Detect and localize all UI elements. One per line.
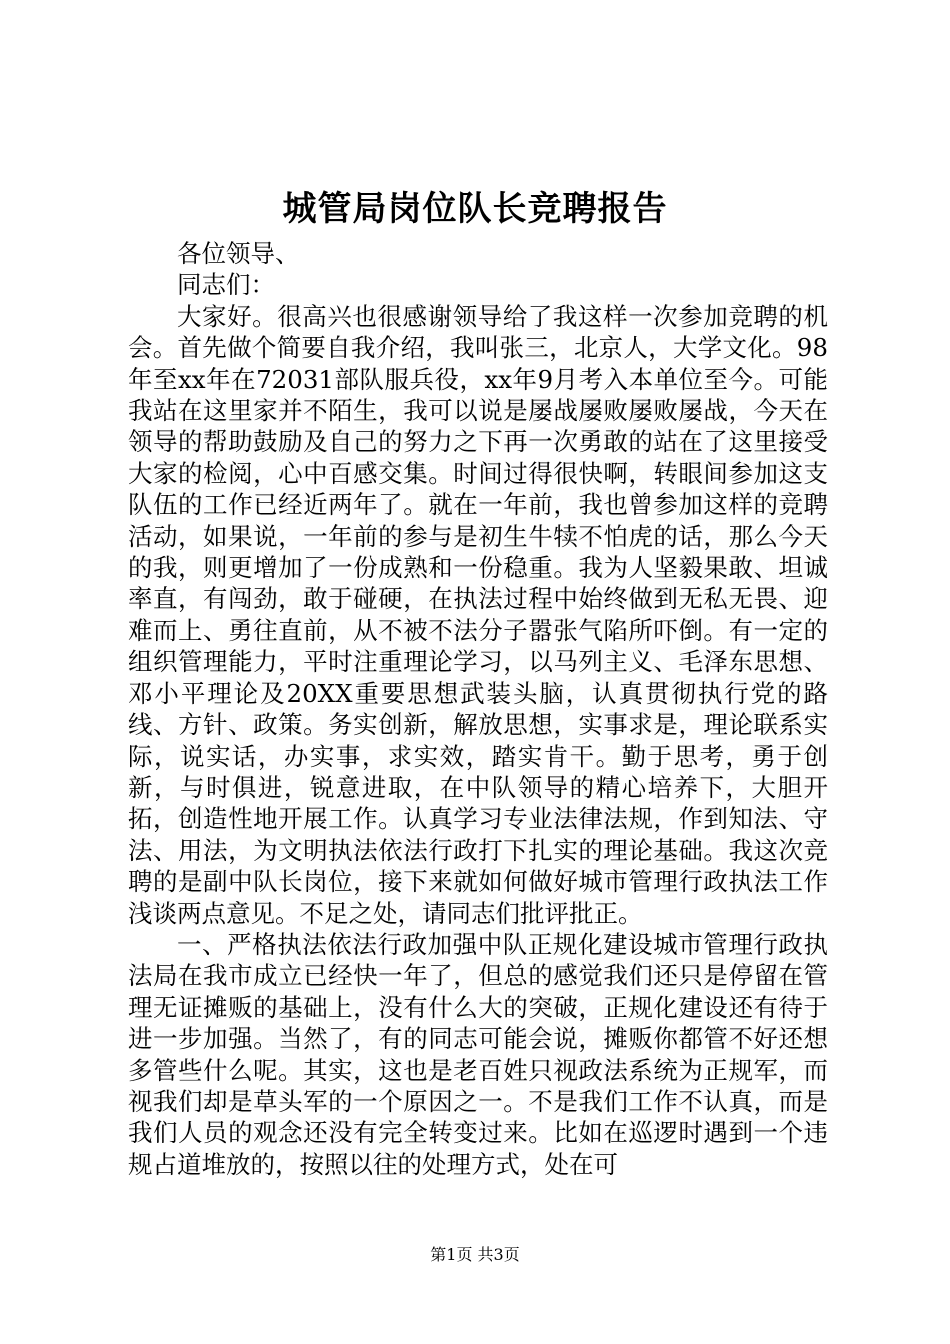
- document-body: [128, 238, 828, 1180]
- page-number: 第1页 共3页: [430, 1245, 520, 1264]
- salutation-comrades: 同志们：: [177, 270, 275, 300]
- paragraph-introduction: 大家好。很高兴也很感谢领导给了我这样一次参加竞聘的机会。首先做个简要自我介绍，我叫张三，北京人，大学文化。98年至xx年在72031部队服兵役，xx年9月考入本单位至今。可能我站在这里家并不陌生，我可以说是屡战屡败屡败屡战，今天在领导的帮助鼓励及自己的努力之下再一次勇敢的站在了这里接受大家的检阅，心中百感交集。时间过得很快啊，转眼间参加这支队伍的工作已经近两年了。就在一年前，我也曾参加这样的竞聘活动，如果说，一年前的参与是初生牛犊不怕虎的话，那么今天的我，则更增加了一份成熟和一份稳重。我为人坚毅果敢、坦诚率直，有闯劲，敢于碰硬，在执法过程中始终做到无私无畏、迎难而上、勇往直前，从不被不法分子嚣张气陷所吓倒。有一定的组织管理能力，平时注重理论学习，以马列主义、毛泽东思想、邓小平理论及20XX重要思想武装头脑，认真贯彻执行党的路线、方针、政策。务实创新，解放思想，实事求是，理论联系实际，说实话，办实事，求实效，踏实肯干。勤于思考，勇于创新，与时俱进，锐意进取，在中队领导的精心培养下，大胆开拓，创造性地开展工作。认真学习专业法律法规，作到知法、守法、用法，为文明执法依法行政打下扎实的理论基础。我这次竞聘的是副中队长岗位，接下来就如何做好城市管理行政执法工作浅谈两点意见。不足之处，请同志们批评批正。: [128, 301, 828, 928]
- salutation-leaders: 各位领导、: [177, 239, 300, 268]
- paragraph-section-one: 一、严格执法依法行政加强中队正规化建设城市管理行政执法局在我市成立已经快一年了，但总的感觉我们还只是停留在管理无证摊贩的基础上，没有什么大的突破，正规化建设还有待于进一步加强。当然了，有的同志可能会说，摊贩你都管不好还想多管些什么呢。其实，这也是老百姓只视政法系统为正规军，而视我们却是草头军的一个原因之一。不是我们工作不认真，而是我们人员的观念还没有完全转变过来。比如在巡逻时遇到一个违规占道堆放的，按照以往的处理方式，处在可: [128, 929, 828, 1179]
- document-title: 城管局岗位队长竞聘报告: [282, 189, 668, 229]
